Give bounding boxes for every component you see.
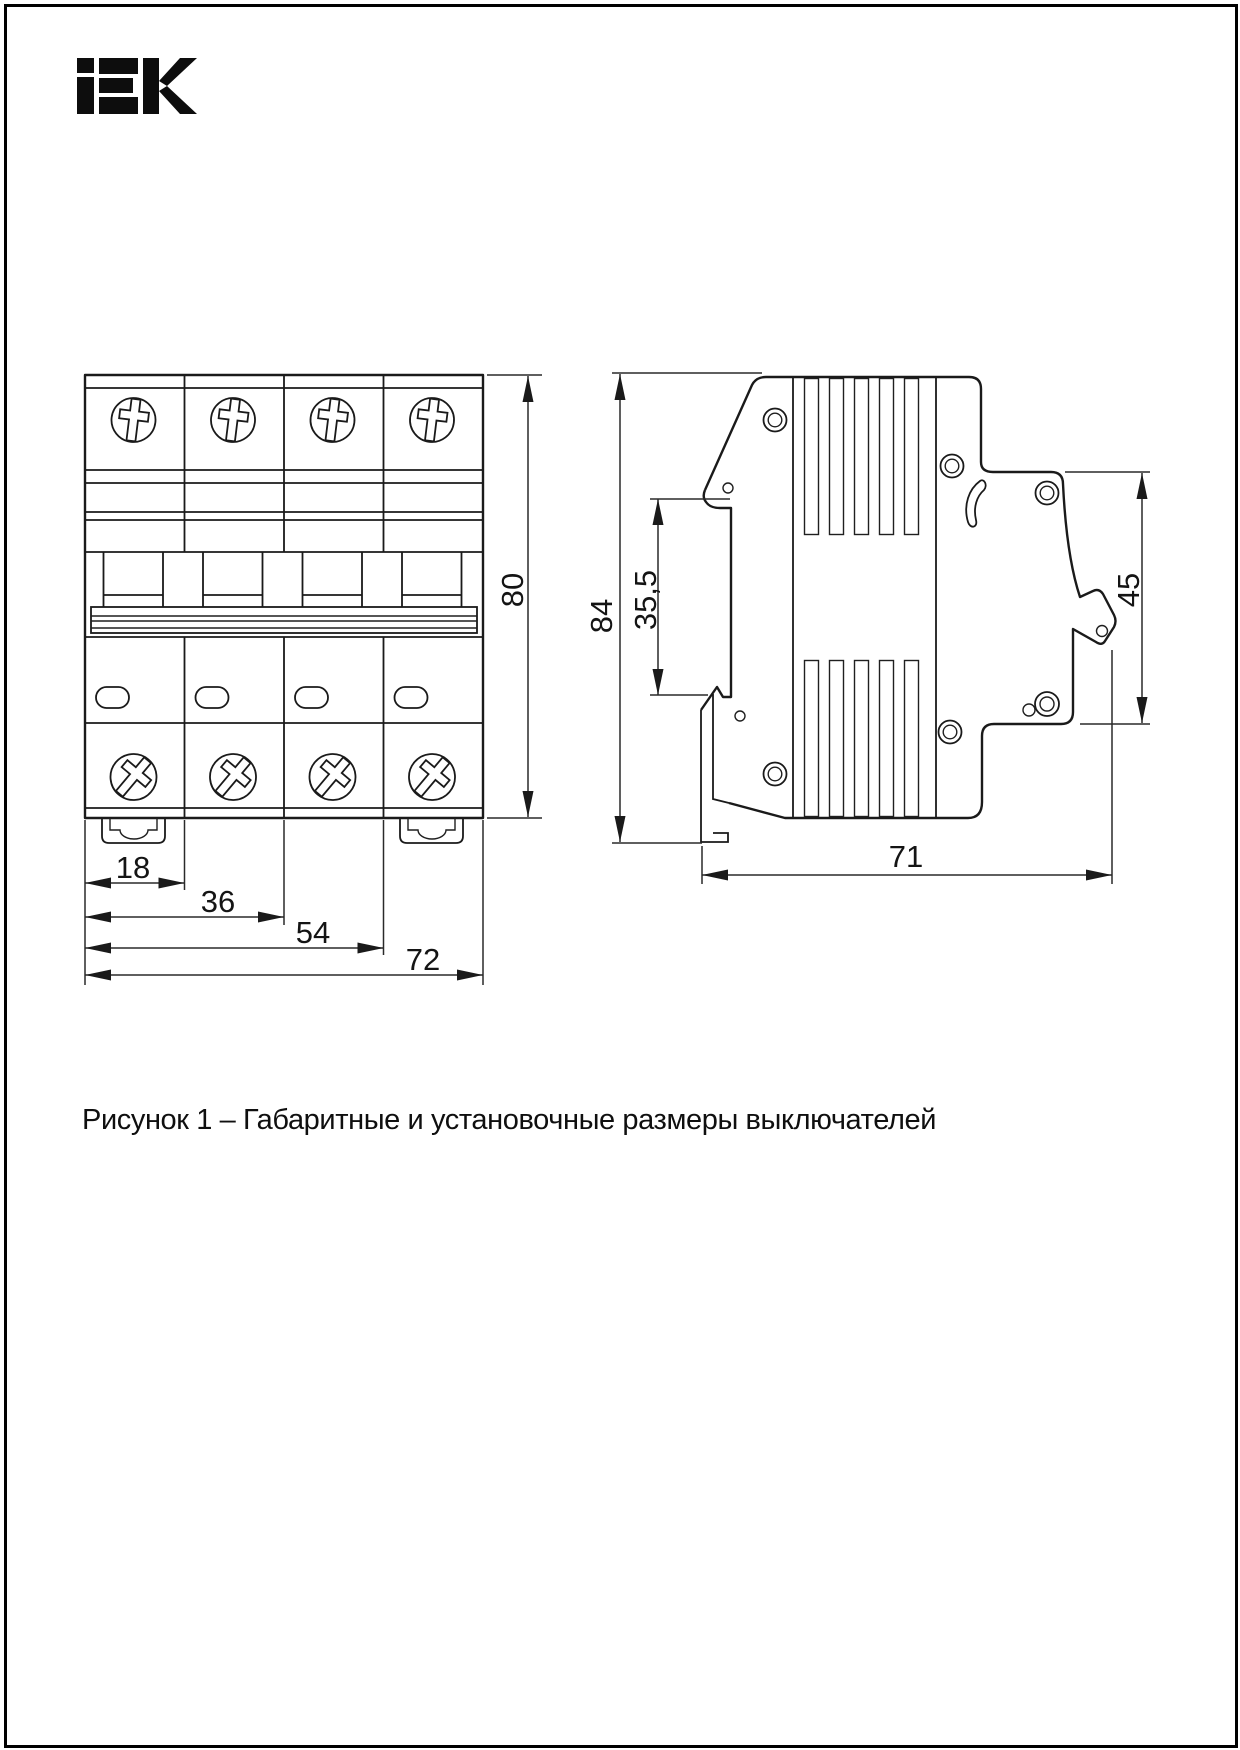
dim-54: 54 (295, 915, 331, 950)
label-slots (96, 687, 428, 708)
toggle-tie-bar (91, 607, 477, 633)
rivet-circles (723, 409, 1059, 786)
curved-slot (966, 480, 985, 526)
handle-pin (1097, 626, 1108, 637)
dim-45: 45 (1111, 572, 1146, 608)
top-terminal-screws (109, 395, 457, 444)
dim-72: 72 (405, 942, 441, 977)
vent-slots-bottom (805, 661, 919, 817)
side-view-drawing (701, 377, 1116, 842)
figure-caption: Рисунок 1 – Габаритные и установочные размеры выключателей (82, 1104, 937, 1136)
dim-71: 71 (888, 839, 924, 874)
dim-36: 36 (200, 884, 236, 919)
front-view-dimensions (85, 375, 542, 985)
side-view-dimensions (584, 373, 1150, 884)
bottom-terminal-screws (101, 745, 464, 810)
dim-80: 80 (495, 572, 530, 608)
toggle-windows (104, 552, 462, 607)
dim-84: 84 (584, 598, 619, 634)
din-clips-front (102, 818, 463, 843)
front-view-drawing (85, 375, 483, 843)
dim-18: 18 (115, 850, 151, 885)
dim-35-5: 35,5 (628, 569, 663, 631)
vent-slots-top (805, 379, 919, 535)
